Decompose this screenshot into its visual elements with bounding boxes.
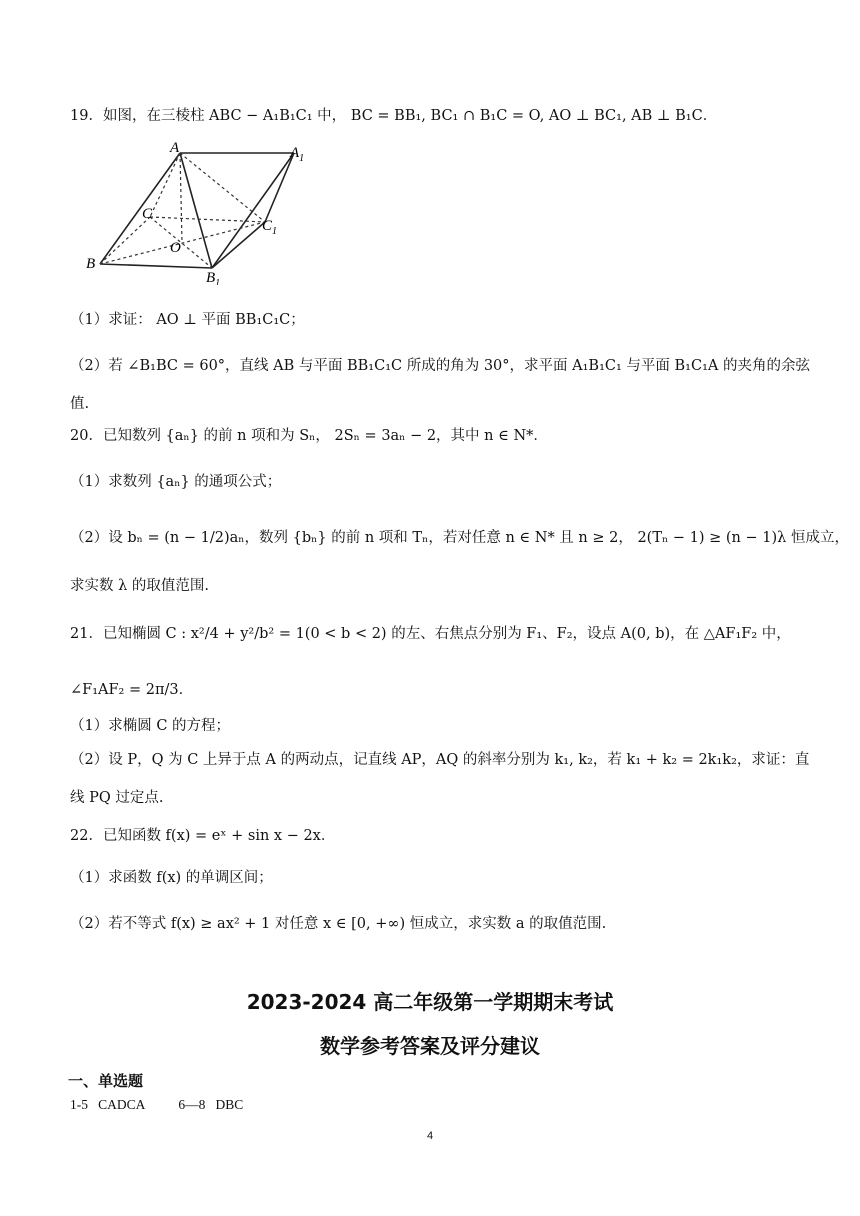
q19-part2-a: （2）若 ∠B₁BC = 60°，直线 AB 与平面 BB₁C₁C 所成的角为 30°，求平面 A₁B₁C₁ 与平面 B₁C₁A 的夹角的余弦 xyxy=(70,358,810,374)
label-O: O xyxy=(170,240,181,256)
q19-part1: （1）求证： AO ⊥ 平面 BB₁C₁C； xyxy=(70,312,305,328)
q21-stem: 21．已知椭圆 C : x²/4 + y²/b² = 1(0 < b < 2) 的左、右焦点分别为 F₁、F₂，设点 A(0, b)，在 △AF₁F₂ 中， xyxy=(70,626,791,642)
answer-title-1: 2023-2024 高二年级第一学期期末考试 xyxy=(246,990,614,1014)
q22-stem: 22．已知函数 f(x) = eˣ + sin x − 2x． xyxy=(70,828,336,844)
answers-line: 1-5 CADCA 6—8 DBC xyxy=(70,1097,244,1112)
q19-part2-b: 值. xyxy=(70,396,90,412)
page-number: 4 xyxy=(426,1130,434,1142)
q22-part1: （1）求函数 f(x) 的单调区间； xyxy=(70,870,273,886)
label-A: A xyxy=(170,140,180,156)
q21-part2-b: 线 PQ 过定点. xyxy=(70,790,164,806)
q21-stem-2: ∠F₁AF₂ = 2π/3． xyxy=(70,682,194,698)
label-C: C xyxy=(142,206,153,222)
q20-part1: （1）求数列 {aₙ} 的通项公式； xyxy=(70,474,282,490)
label-B: B xyxy=(86,256,96,272)
q21-part1: （1）求椭圆 C 的方程； xyxy=(70,718,231,734)
section-heading-single-choice: 一、单选题 xyxy=(68,1072,144,1090)
answer-title-2: 数学参考答案及评分建议 xyxy=(320,1034,540,1058)
q19-stem: 19．如图，在三棱柱 ABC − A₁B₁C₁ 中， BC = BB₁, BC₁ ∩ B₁C = O, AO ⊥ BC₁, AB ⊥ B₁C． xyxy=(70,108,718,124)
label-A1: $A_1$ xyxy=(290,145,305,164)
q20-part2-b: 求实数 λ 的取值范围. xyxy=(70,578,210,594)
q20-part2-a: （2）设 bₙ = (n − 1/2)aₙ，数列 {bₙ} 的前 n 项和 Tₙ，若对任意 n ∈ N* 且 n ≥ 2， 2(Tₙ − 1) ≥ (n − 1)λ 恒成立， xyxy=(70,530,849,546)
q22-part2: （2）若不等式 f(x) ≥ ax² + 1 对任意 x ∈ [0, +∞) 恒成立，求实数 a 的取值范围. xyxy=(70,916,607,932)
prism-figure xyxy=(82,140,322,285)
q21-part2-a: （2）设 P，Q 为 C 上异于点 A 的两动点，记直线 AP，AQ 的斜率分别为 k₁, k₂，若 k₁ + k₂ = 2k₁k₂，求证：直 xyxy=(70,752,810,768)
q20-stem: 20．已知数列 {aₙ} 的前 n 项和为 Sₙ， 2Sₙ = 3aₙ − 2，其中 n ∈ N*． xyxy=(70,428,548,444)
label-C1: $C_1$ xyxy=(262,218,278,237)
label-B1: $B_1$ xyxy=(206,270,221,285)
